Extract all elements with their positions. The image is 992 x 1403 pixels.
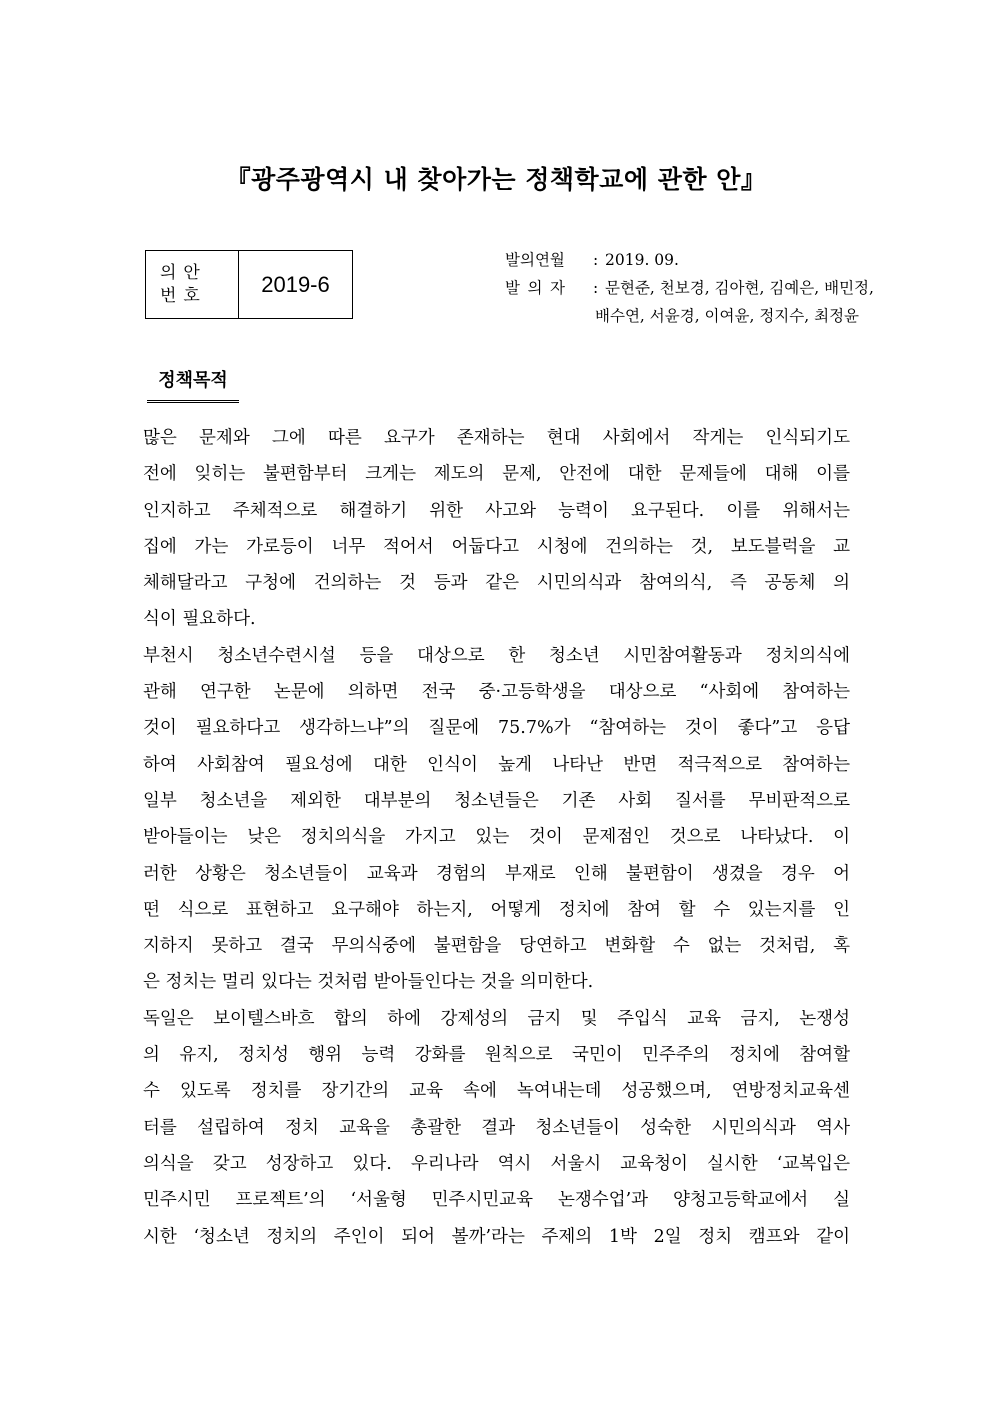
text-line: 떤 식으로 표현하고 요구해야 하는지, 어떻게 정치에 참여 할 수 있는지를 인 bbox=[143, 899, 850, 920]
text-line: 식이 필요하다. bbox=[143, 609, 256, 630]
proposal-date-value: 2019. 09. bbox=[605, 251, 679, 269]
proposal-date-row bbox=[505, 246, 874, 274]
text-line: 하여 사회참여 필요성에 대한 인식이 높게 나타난 반면 적극적으로 참여하는 bbox=[143, 754, 850, 775]
text-line: 집에 가는 가로등이 너무 적어서 어둡다고 시청에 건의하는 것, 보도블럭을 교 bbox=[143, 536, 850, 557]
text-line: 러한 상황은 청소년들이 교육과 경험의 부재로 인해 불편함이 생겼을 경우 어 bbox=[143, 863, 850, 884]
document-title: 『광주광역시 내 찾아가는 정책학교에 관한 안』 bbox=[225, 165, 767, 194]
text-line: 부천시 청소년수련시설 등을 대상으로 한 청소년 시민참여활동과 정치의식에 bbox=[143, 645, 850, 666]
section-title: 정책목적 bbox=[147, 366, 239, 403]
text-line: 민주시민 프로젝트’의 ‘서울형 민주시민교육 논쟁수업’과 양청고등학교에서 실 bbox=[143, 1190, 850, 1211]
text-line: 인지하고 주체적으로 해결하기 위한 사고와 능력이 요구된다. 이를 위해서는 bbox=[143, 500, 850, 521]
text-line: 것이 필요하다고 생각하느냐”의 질문에 75.7%가 “참여하는 것이 좋다”고 응답 bbox=[143, 718, 850, 739]
proposers-row bbox=[505, 274, 874, 302]
proposal-meta bbox=[505, 246, 874, 330]
text-line: 받아들이는 낮은 정치의식을 가지고 있는 것이 문제점인 것으로 나타났다. 이 bbox=[143, 827, 850, 848]
text-line: 일부 청소년을 제외한 대부분의 청소년들은 기존 사회 질서를 무비판적으로 bbox=[143, 790, 850, 811]
text-line: 은 정치는 멀리 있다는 것처럼 받아들인다는 것을 의미한다. bbox=[143, 972, 594, 993]
text-line: 지하지 못하고 결국 무의식중에 불편함을 당연하고 변화할 수 없는 것처럼, 혹 bbox=[143, 936, 850, 957]
proposers-line1: 문현준, 천보경, 김아현, 김예은, 배민정, bbox=[605, 279, 874, 297]
bill-number-label bbox=[146, 251, 239, 318]
text-line: 터를 설립하여 정치 교육을 총괄한 결과 청소년들이 성숙한 시민의식과 역사 bbox=[143, 1117, 850, 1138]
meta-separator: : bbox=[593, 251, 599, 269]
paragraph bbox=[143, 1001, 850, 1255]
text-line: 의식을 갖고 성장하고 있다. 우리나라 역시 서울시 교육청이 실시한 ‘교복입은 bbox=[143, 1153, 850, 1174]
text-line: 관해 연구한 논문에 의하면 전국 중·고등학생을 대상으로 “사회에 참여하는 bbox=[143, 682, 850, 703]
meta-separator: : bbox=[593, 279, 599, 297]
bill-label-line2: 번호 bbox=[160, 286, 207, 306]
bill-number-box bbox=[145, 250, 353, 319]
proposers-line2: 배수연, 서윤경, 이여윤, 정지수, 최정윤 bbox=[595, 307, 860, 325]
text-line: 전에 잊히는 불편함부터 크게는 제도의 문제, 안전에 대한 문제들에 대해 이를 bbox=[143, 464, 850, 485]
proposers-label: 발의자 bbox=[505, 279, 573, 297]
body-text bbox=[143, 420, 850, 1255]
bill-number-value: 2019-6 bbox=[261, 271, 330, 297]
proposal-date-label: 발의연월 bbox=[505, 251, 565, 269]
text-line: 많은 문제와 그에 따른 요구가 존재하는 현대 사회에서 작게는 인식되기도 bbox=[143, 428, 850, 448]
paragraph bbox=[143, 420, 850, 638]
text-line: 수 있도록 정치를 장기간의 교육 속에 녹여내는데 성공했으며, 연방정치교육센 bbox=[143, 1081, 850, 1102]
text-line: 의 유지, 정치성 행위 능력 강화를 원칙으로 국민이 민주주의 정치에 참여할 bbox=[143, 1045, 850, 1066]
paragraph bbox=[143, 638, 850, 1001]
proposers-row-continued bbox=[505, 302, 874, 330]
text-line: 체해달라고 구청에 건의하는 것 등과 같은 시민의식과 참여의식, 즉 공동체 의 bbox=[143, 573, 850, 594]
text-line: 독일은 보이텔스바흐 합의 하에 강제성의 금지 및 주입식 교육 금지, 논쟁성 bbox=[143, 1008, 850, 1029]
text-line: 시한 ‘청소년 정치의 주인이 되어 볼까’라는 주제의 1박 2일 정치 캠프와 같이 bbox=[143, 1226, 850, 1247]
bill-label-line1: 의안 bbox=[160, 263, 207, 283]
